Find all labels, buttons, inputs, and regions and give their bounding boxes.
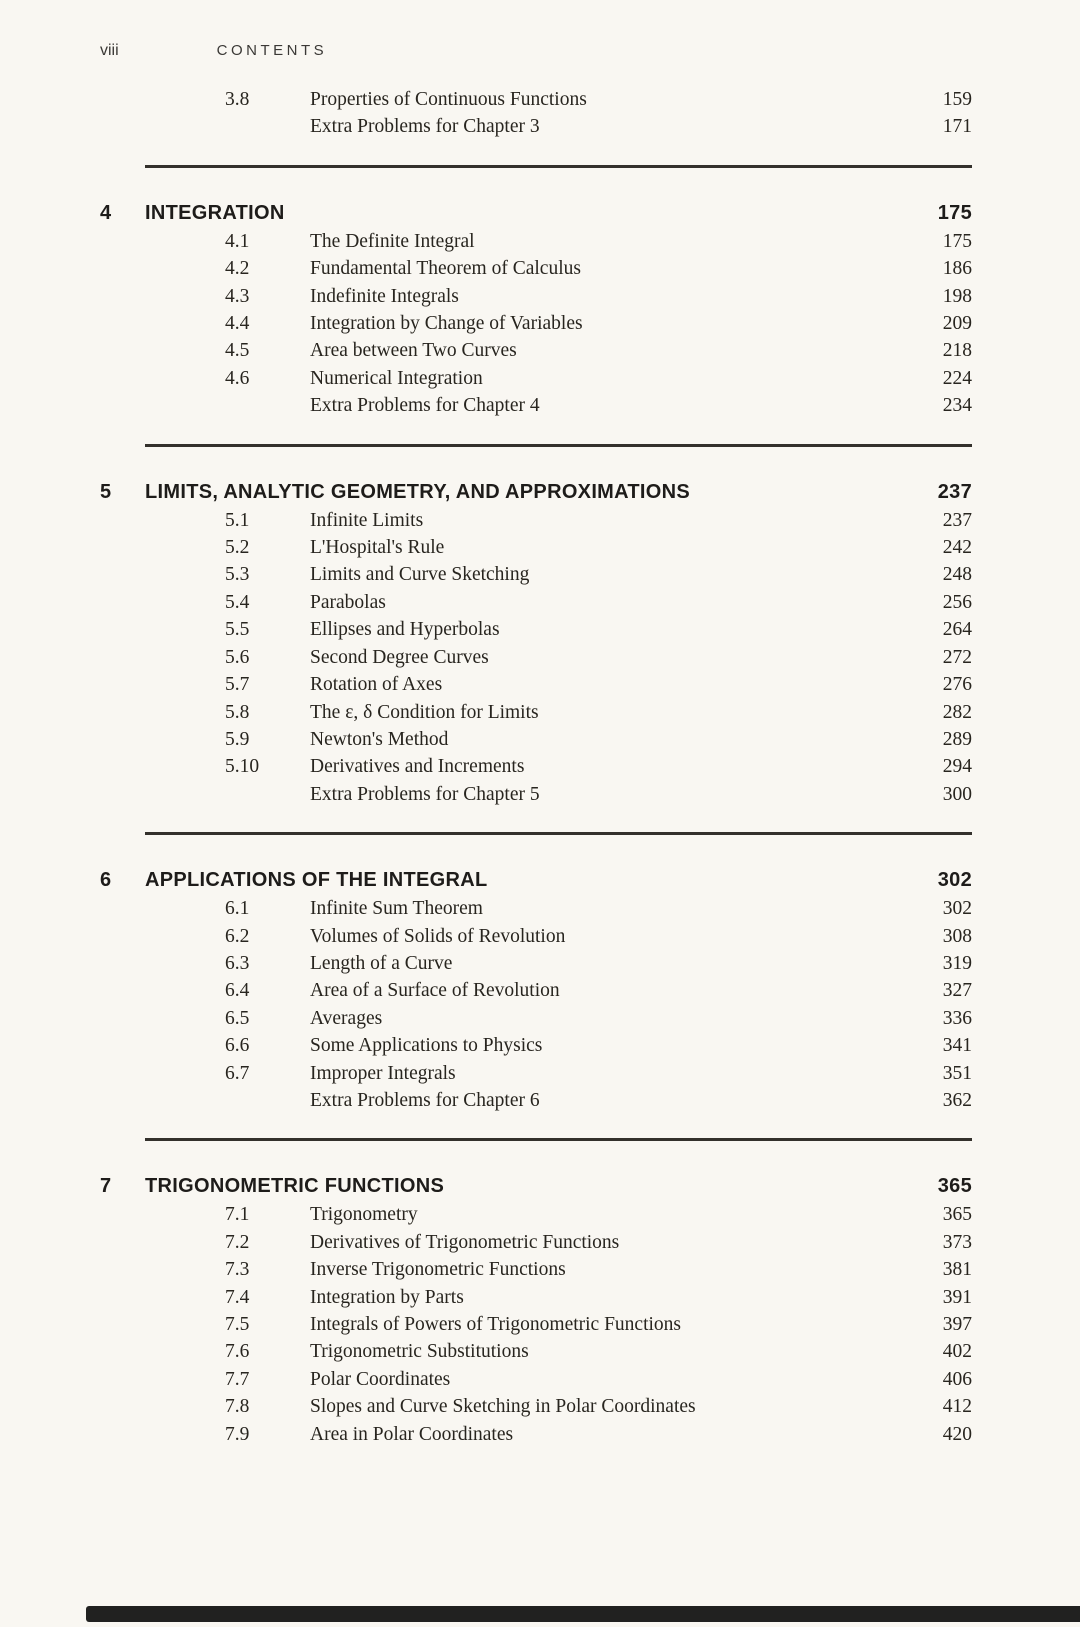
section-page-number: 224 bbox=[942, 367, 972, 389]
section-number: 6.2 bbox=[225, 925, 250, 947]
toc-entry bbox=[100, 1032, 972, 1059]
section-title: Rotation of Axes bbox=[310, 674, 443, 696]
section-number: 5.2 bbox=[225, 537, 250, 559]
section-number: 7.4 bbox=[225, 1286, 250, 1308]
toc-entry bbox=[100, 671, 972, 698]
chapter-number: 5 bbox=[100, 480, 112, 503]
section-number: 7.3 bbox=[225, 1259, 250, 1281]
toc-entry bbox=[100, 283, 972, 310]
section-number: 5.5 bbox=[225, 619, 250, 641]
section-title: Properties of Continuous Functions bbox=[310, 89, 587, 110]
section-page-number: 282 bbox=[942, 701, 972, 723]
toc-section bbox=[100, 865, 972, 1114]
toc-entry bbox=[100, 1256, 972, 1283]
section-divider bbox=[145, 165, 972, 168]
chapter-page-number: 237 bbox=[937, 480, 972, 503]
toc-entry bbox=[100, 895, 972, 922]
toc-entry bbox=[100, 1393, 972, 1420]
toc-entry bbox=[100, 1421, 972, 1448]
section-number: 6.7 bbox=[225, 1062, 250, 1084]
section-title: Integrals of Powers of Trigonometric Functions bbox=[310, 1314, 682, 1335]
section-number: 5.3 bbox=[225, 564, 250, 586]
section-number: 7.6 bbox=[225, 1341, 250, 1363]
section-page-number: 341 bbox=[942, 1035, 972, 1057]
toc-entry bbox=[100, 1005, 972, 1032]
chapter-title: LIMITS, ANALYTIC GEOMETRY, AND APPROXIMATIONS bbox=[145, 480, 691, 503]
section-title: Extra Problems for Chapter 3 bbox=[310, 116, 540, 138]
section-number: 7.9 bbox=[225, 1423, 250, 1445]
chapter-heading-row bbox=[100, 1171, 972, 1201]
toc-entry bbox=[100, 699, 972, 726]
section-page-number: 248 bbox=[942, 564, 972, 586]
toc-section bbox=[100, 198, 972, 420]
toc-entry bbox=[100, 753, 972, 780]
toc-entry bbox=[100, 950, 972, 977]
section-title: Improper Integrals bbox=[310, 1062, 456, 1084]
section-title: Inverse Trigonometric Functions bbox=[310, 1259, 566, 1281]
section-number: 5.8 bbox=[225, 701, 250, 723]
section-number: 6.3 bbox=[225, 952, 250, 974]
section-title: Integration by Change of Variables bbox=[310, 313, 583, 335]
toc-entry bbox=[100, 977, 972, 1004]
section-page-number: 264 bbox=[942, 619, 972, 641]
toc-entry bbox=[100, 1311, 972, 1338]
chapter-number: 6 bbox=[100, 869, 112, 892]
section-title: Infinite Limits bbox=[310, 509, 424, 531]
chapter-title: TRIGONOMETRIC FUNCTIONS bbox=[145, 1175, 445, 1198]
section-title: Indefinite Integrals bbox=[310, 285, 459, 307]
section-number: 5.1 bbox=[225, 509, 250, 531]
section-title: Area in Polar Coordinates bbox=[310, 1423, 514, 1445]
section-page-number: 186 bbox=[942, 258, 972, 280]
toc-entry bbox=[100, 923, 972, 950]
section-number: 4.2 bbox=[225, 258, 250, 280]
section-number: 5.4 bbox=[225, 591, 250, 613]
section-number: 4.6 bbox=[225, 367, 250, 389]
section-page-number: 294 bbox=[942, 756, 972, 778]
toc-entry bbox=[100, 1060, 972, 1087]
section-title: Area of a Surface of Revolution bbox=[310, 980, 560, 1002]
chapter-heading-row bbox=[100, 198, 972, 228]
section-number: 5.9 bbox=[225, 728, 250, 750]
section-title: Extra Problems for Chapter 4 bbox=[310, 395, 540, 417]
section-title: Derivatives of Trigonometric Functions bbox=[310, 1231, 620, 1253]
section-title: Numerical Integration bbox=[310, 367, 483, 389]
section-number: 4.1 bbox=[225, 230, 250, 252]
running-head: CONTENTS bbox=[216, 42, 328, 59]
section-page-number: 351 bbox=[942, 1062, 972, 1084]
section-page-number: 327 bbox=[942, 980, 972, 1002]
section-number: 7.1 bbox=[225, 1204, 250, 1226]
table-of-contents bbox=[100, 86, 972, 1448]
section-title: Averages bbox=[310, 1007, 383, 1029]
section-page-number: 412 bbox=[942, 1396, 972, 1418]
section-page-number: 302 bbox=[942, 898, 972, 920]
section-page-number: 406 bbox=[942, 1368, 972, 1390]
section-title: Limits and Curve Sketching bbox=[310, 564, 530, 586]
section-page-number: 272 bbox=[942, 646, 972, 668]
section-page-number: 319 bbox=[942, 952, 972, 974]
section-title: Some Applications to Physics bbox=[310, 1035, 543, 1057]
toc-entry bbox=[100, 1087, 972, 1114]
section-page-number: 362 bbox=[942, 1089, 972, 1111]
section-divider bbox=[145, 444, 972, 447]
section-number: 4.5 bbox=[225, 340, 250, 362]
section-title: Infinite Sum Theorem bbox=[310, 898, 483, 920]
section-title: Slopes and Curve Sketching in Polar Coordinates bbox=[310, 1396, 696, 1418]
toc-entry bbox=[100, 1201, 972, 1228]
section-page-number: 175 bbox=[942, 230, 972, 252]
section-title: Volumes of Solids of Revolution bbox=[310, 925, 566, 947]
section-number: 7.5 bbox=[225, 1314, 250, 1335]
chapter-title: INTEGRATION bbox=[145, 201, 285, 224]
section-number: 6.4 bbox=[225, 980, 250, 1002]
toc-entry bbox=[100, 228, 972, 255]
toc-entry bbox=[100, 365, 972, 392]
section-page-number: 256 bbox=[942, 591, 972, 613]
toc-entry bbox=[100, 1366, 972, 1393]
section-page-number: 397 bbox=[942, 1314, 972, 1335]
section-number: 4.4 bbox=[225, 313, 250, 335]
section-title: Length of a Curve bbox=[310, 952, 453, 974]
toc-entry bbox=[100, 616, 972, 643]
section-title: Integration by Parts bbox=[310, 1286, 464, 1308]
chapter-page-number: 302 bbox=[937, 869, 972, 892]
section-page-number: 308 bbox=[942, 925, 972, 947]
section-page-number: 391 bbox=[942, 1286, 972, 1308]
toc-section bbox=[100, 1171, 972, 1448]
toc-entry bbox=[100, 534, 972, 561]
section-title: The ε, δ Condition for Limits bbox=[310, 701, 539, 723]
toc-entry bbox=[100, 113, 972, 140]
section-title: L'Hospital's Rule bbox=[310, 537, 445, 559]
section-page-number: 381 bbox=[942, 1259, 972, 1281]
section-page-number: 420 bbox=[942, 1423, 972, 1445]
toc-entry bbox=[100, 507, 972, 534]
section-page-number: 237 bbox=[942, 509, 972, 531]
section-page-number: 218 bbox=[942, 340, 972, 362]
section-page-number: 171 bbox=[942, 116, 972, 138]
section-title: Area between Two Curves bbox=[310, 340, 517, 362]
chapter-heading-row bbox=[100, 477, 972, 507]
section-number: 6.6 bbox=[225, 1035, 250, 1057]
section-title: Polar Coordinates bbox=[310, 1368, 451, 1390]
section-title: Extra Problems for Chapter 5 bbox=[310, 783, 540, 805]
page-header bbox=[100, 42, 327, 60]
section-number: 4.3 bbox=[225, 285, 250, 307]
chapter-heading-row bbox=[100, 865, 972, 895]
chapter-page-number: 175 bbox=[937, 201, 972, 224]
section-page-number: 276 bbox=[942, 674, 972, 696]
section-page-number: 234 bbox=[942, 395, 972, 417]
section-page-number: 300 bbox=[942, 783, 972, 805]
toc-entry bbox=[100, 726, 972, 753]
toc-section bbox=[100, 477, 972, 808]
toc-section bbox=[100, 86, 972, 141]
section-title: Extra Problems for Chapter 6 bbox=[310, 1089, 540, 1111]
section-title: Ellipses and Hyperbolas bbox=[310, 619, 500, 641]
section-number: 6.1 bbox=[225, 898, 250, 920]
toc-entry bbox=[100, 1284, 972, 1311]
section-page-number: 159 bbox=[942, 89, 972, 110]
toc-entry bbox=[100, 1229, 972, 1256]
section-number: 7.8 bbox=[225, 1396, 250, 1418]
toc-entry bbox=[100, 781, 972, 808]
chapter-page-number: 365 bbox=[937, 1175, 972, 1198]
section-page-number: 365 bbox=[942, 1204, 972, 1226]
toc-entry bbox=[100, 589, 972, 616]
section-number: 5.10 bbox=[225, 756, 260, 778]
chapter-number: 7 bbox=[100, 1175, 112, 1198]
section-number: 5.6 bbox=[225, 646, 250, 668]
section-title: Newton's Method bbox=[310, 728, 449, 750]
section-divider bbox=[145, 832, 972, 835]
toc-entry bbox=[100, 86, 972, 113]
section-number: 3.8 bbox=[225, 89, 250, 110]
chapter-number: 4 bbox=[100, 201, 112, 224]
section-number: 5.7 bbox=[225, 674, 250, 696]
section-page-number: 402 bbox=[942, 1341, 972, 1363]
toc-entry bbox=[100, 255, 972, 282]
section-page-number: 198 bbox=[942, 285, 972, 307]
section-divider bbox=[145, 1138, 972, 1141]
section-page-number: 373 bbox=[942, 1231, 972, 1253]
toc-entry bbox=[100, 392, 972, 419]
section-number: 7.2 bbox=[225, 1231, 250, 1253]
section-title: Fundamental Theorem of Calculus bbox=[310, 258, 581, 280]
chapter-title: APPLICATIONS OF THE INTEGRAL bbox=[145, 869, 488, 892]
section-title: The Definite Integral bbox=[310, 230, 475, 252]
section-number: 7.7 bbox=[225, 1368, 250, 1390]
section-title: Parabolas bbox=[310, 591, 386, 613]
scan-edge-artifact bbox=[86, 1606, 1080, 1622]
section-page-number: 289 bbox=[942, 728, 972, 750]
section-page-number: 242 bbox=[942, 537, 972, 559]
section-title: Trigonometry bbox=[310, 1204, 418, 1226]
section-page-number: 209 bbox=[942, 313, 972, 335]
toc-entry bbox=[100, 337, 972, 364]
toc-entry bbox=[100, 310, 972, 337]
section-title: Derivatives and Increments bbox=[310, 756, 525, 778]
section-title: Trigonometric Substitutions bbox=[310, 1341, 529, 1363]
toc-entry bbox=[100, 1338, 972, 1365]
toc-entry bbox=[100, 561, 972, 588]
toc-entry bbox=[100, 644, 972, 671]
section-title: Second Degree Curves bbox=[310, 646, 489, 668]
section-page-number: 336 bbox=[942, 1007, 972, 1029]
section-number: 6.5 bbox=[225, 1007, 250, 1029]
page-folio: viii bbox=[100, 42, 119, 59]
